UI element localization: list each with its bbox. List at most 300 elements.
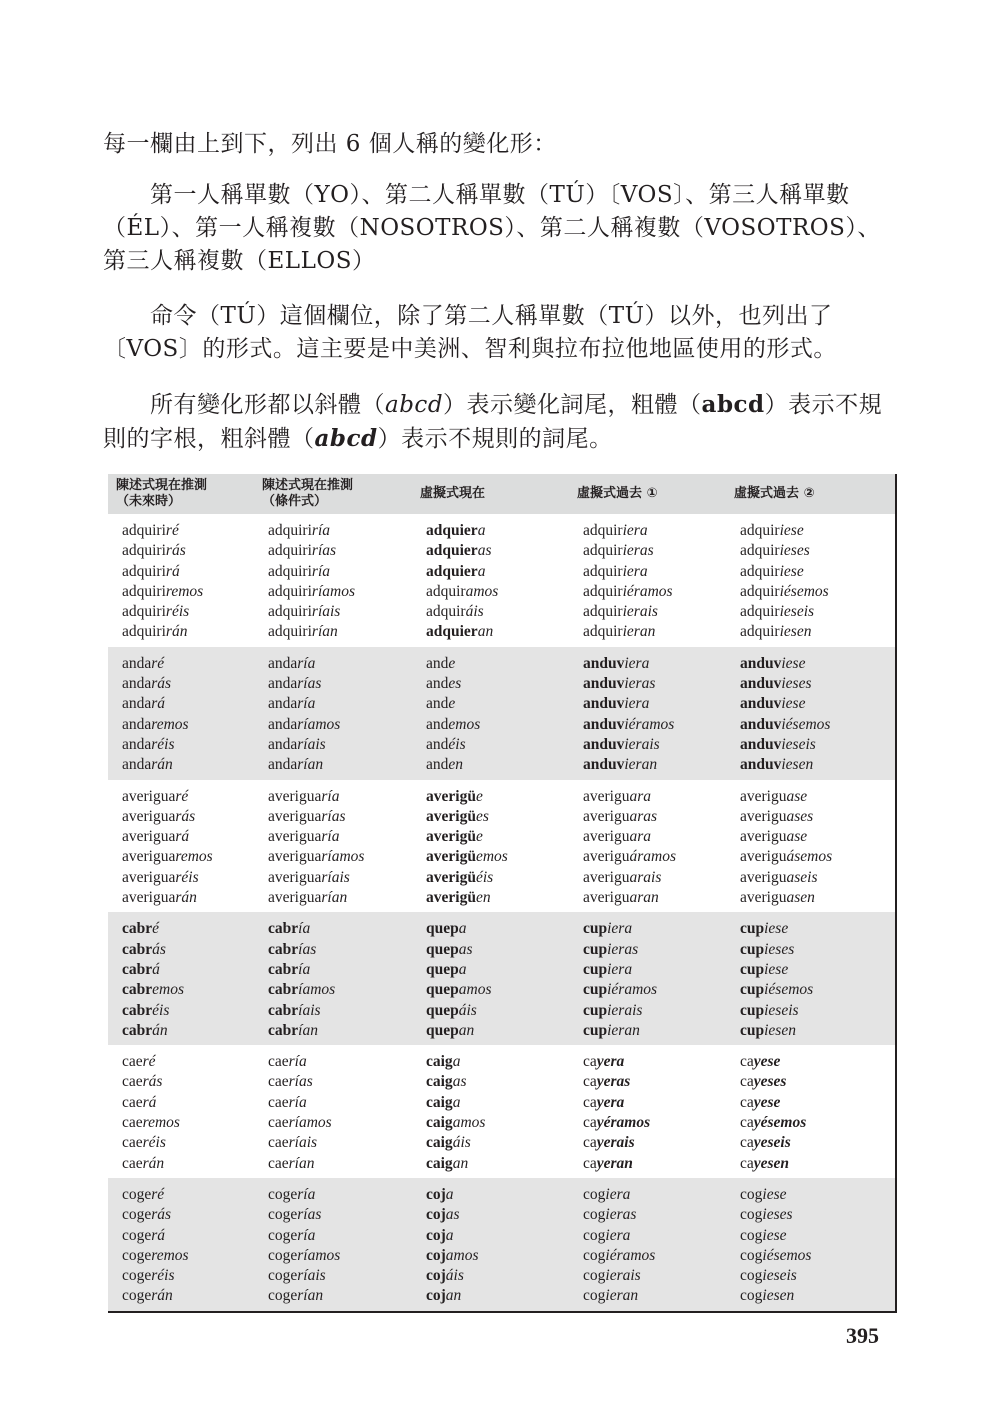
stem-plain: adquiri [268, 623, 312, 641]
verb-form [583, 940, 726, 960]
verb-form [268, 827, 412, 847]
table-row [108, 514, 896, 647]
stem-plain: anda [122, 675, 152, 693]
stem-irregular: cup [583, 1001, 608, 1019]
ending: ieseis [764, 1001, 799, 1019]
verb-form [583, 1185, 726, 1205]
verb-form [740, 1093, 895, 1113]
ending: áramos [629, 848, 676, 866]
conjugation-cell [726, 912, 896, 1045]
conjugation-table [108, 474, 897, 1313]
conjugation-cell [412, 1178, 569, 1312]
stem-irregular: anduv [740, 715, 782, 733]
ending: ierais [622, 603, 658, 621]
conjugation-cell [412, 647, 569, 780]
ending: iesen [779, 623, 812, 641]
stem-plain: adquir [583, 562, 623, 580]
ending: rían [288, 1154, 315, 1172]
stem-plain: ca [740, 1154, 754, 1172]
verb-form [426, 602, 569, 622]
stem-plain: coge [122, 1226, 152, 1244]
verb-form [426, 1185, 569, 1205]
ending: a [452, 1093, 461, 1111]
verb-form [426, 868, 569, 888]
ending: aran [629, 889, 659, 907]
ending: ríais [321, 868, 350, 886]
conjugation-cell [726, 647, 896, 780]
ending: ríamos [297, 1246, 341, 1264]
stem-plain: ca [740, 1093, 754, 1111]
stem-plain: cae [122, 1114, 143, 1132]
verb-form [740, 847, 895, 867]
stem-irregular: cup [740, 940, 765, 958]
ending: rá [165, 562, 180, 580]
ending-irregular: yeseis [753, 1134, 791, 1152]
stem-irregular: cup [583, 960, 608, 978]
stem-plain: cae [268, 1154, 289, 1172]
stem-plain: anda [268, 715, 298, 733]
verb-form [426, 694, 569, 714]
ending: réis [151, 1267, 175, 1285]
stem-irregular: averigü [426, 828, 476, 846]
conjugation-cell [254, 780, 412, 913]
verb-form [426, 715, 569, 735]
stem-plain: averigua [122, 868, 176, 886]
conjugation-cell [412, 912, 569, 1045]
stem-plain: adquir [740, 522, 780, 539]
verb-form [268, 1286, 412, 1306]
verb-form [740, 755, 895, 775]
stem-plain: averigua [268, 848, 322, 866]
stem-plain: ca [583, 1093, 597, 1111]
stem-plain: adquir [740, 562, 780, 580]
stem-plain: adquiri [268, 522, 312, 539]
verb-form [426, 1205, 569, 1225]
ending: ríamos [321, 848, 365, 866]
ending: ieses [762, 1206, 793, 1224]
verb-form [426, 919, 569, 939]
verb-form [426, 1093, 569, 1113]
header-future [108, 474, 254, 514]
verb-form [583, 1113, 726, 1133]
ending: ríais [311, 603, 341, 621]
verb-form [740, 1001, 895, 1021]
verb-form [583, 868, 726, 888]
stem-irregular: cabr [268, 1021, 299, 1039]
stem-plain: anda [122, 756, 152, 774]
stem-irregular: cabr [122, 981, 153, 999]
verb-form [122, 1185, 254, 1205]
ending: as [458, 940, 473, 958]
stem-plain: anda [122, 654, 152, 672]
verb-form [122, 1113, 254, 1133]
verb-form [122, 694, 254, 714]
ending: rá [151, 1226, 166, 1244]
ending: ieran [607, 1021, 640, 1039]
header-line: 陳述式現在推測 [116, 478, 208, 493]
header-subjunctive-past-2 [726, 474, 896, 514]
ending: as [445, 1206, 460, 1224]
ending: ieseis [762, 1267, 797, 1285]
stem-plain: cae [268, 1073, 289, 1091]
verb-form [122, 940, 254, 960]
stem-plain: cae [122, 1053, 143, 1071]
stem-irregular: anduv [740, 695, 782, 713]
ending-irregular: yera [596, 1053, 625, 1071]
verb-form [268, 960, 412, 980]
stem-irregular: anduv [583, 715, 625, 733]
stem-plain: averigua [268, 828, 322, 846]
stem-irregular: coj [426, 1226, 446, 1244]
table-row [108, 647, 896, 780]
verb-form [122, 562, 254, 582]
verb-form [122, 1052, 254, 1072]
ending: ieses [764, 940, 795, 958]
stem-plain: adquiri [122, 582, 166, 600]
verb-form [268, 521, 412, 541]
ending: es [475, 807, 489, 825]
verb-form [426, 1154, 569, 1174]
verb-form [122, 1001, 254, 1021]
stem-plain: cog [740, 1206, 763, 1224]
ending: a [458, 960, 467, 978]
stem-plain: anda [268, 756, 298, 774]
ending: asen [786, 889, 815, 907]
stem-irregular: cabr [268, 981, 299, 999]
verb-form [583, 1154, 726, 1174]
ending: ara [629, 828, 652, 846]
stem-plain: ca [740, 1073, 754, 1091]
verb-form [426, 960, 569, 980]
stem-irregular: cabr [268, 940, 299, 958]
verb-form [122, 1286, 254, 1306]
verb-form [583, 807, 726, 827]
verb-form [740, 1021, 895, 1041]
stem-plain: adquir [583, 542, 623, 560]
table-row [108, 1178, 896, 1312]
ending-irregular: yera [596, 1093, 625, 1111]
ending: réis [142, 1134, 166, 1152]
ending: á [152, 960, 160, 978]
verb-form [740, 622, 895, 642]
verb-form [268, 1246, 412, 1266]
stem-plain: adquir [583, 522, 623, 539]
verb-form [583, 1226, 726, 1246]
ending: rían [297, 1287, 324, 1305]
ending: ía [298, 920, 311, 938]
ending: rías [321, 807, 346, 825]
ending: ría [297, 1226, 316, 1244]
page-number: 395 [846, 1323, 879, 1348]
imperative-note: 命令（TÚ）這個欄位，除了第二人稱單數（TÚ）以外，也列出了〔VOS〕的形式。這主要是中美洲、智利與拉布拉他地區使用的形式。 [103, 303, 837, 362]
intro-line: 每一欄由上到下，列出 6 個人稱的變化形： [103, 131, 557, 157]
ending: iesen [781, 756, 814, 774]
verb-form [426, 1246, 569, 1266]
ending: rías [297, 1206, 322, 1224]
ending: iera [605, 1185, 631, 1203]
verb-form [583, 694, 726, 714]
stem-plain: cae [268, 1114, 289, 1132]
verb-form [268, 541, 412, 561]
verb-form [583, 1093, 726, 1113]
stem-plain: ca [583, 1073, 597, 1091]
ending: áis [445, 1267, 464, 1285]
ending: rían [311, 623, 338, 641]
verb-form [268, 715, 412, 735]
verb-form [268, 787, 412, 807]
ending: ieses [781, 675, 812, 693]
verb-form [122, 807, 254, 827]
ending: rías [297, 675, 322, 693]
stem-irregular: quep [426, 1001, 459, 1019]
ending: iesen [762, 1287, 795, 1305]
stem-plain: adquiri [268, 542, 312, 560]
header-subjunctive-past-1 [569, 474, 726, 514]
ending-irregular: yésemos [753, 1114, 807, 1132]
verb-form [583, 1021, 726, 1041]
stem-plain: coge [122, 1185, 152, 1203]
stem-irregular: quep [426, 940, 459, 958]
verb-form [740, 888, 895, 908]
stem-plain: ca [740, 1134, 754, 1152]
stem-irregular: cup [740, 1021, 765, 1039]
verb-form [122, 1021, 254, 1041]
conjugation-cell [412, 1045, 569, 1178]
conjugation-cell [569, 1045, 726, 1178]
verb-form [122, 888, 254, 908]
stem-plain: coge [122, 1287, 152, 1305]
verb-form [583, 1286, 726, 1306]
stem-plain: cog [583, 1287, 606, 1305]
ending: éis [152, 1001, 170, 1019]
stem-plain: averigu [740, 889, 787, 907]
stem-irregular: anduv [740, 735, 782, 753]
verb-form [426, 735, 569, 755]
ending: ría [297, 1185, 316, 1203]
stem-irregular: coj [426, 1267, 446, 1285]
verb-form [583, 622, 726, 642]
verb-form [268, 602, 412, 622]
ending: iera [624, 695, 650, 713]
ending: aseis [786, 868, 818, 886]
conjugation-cell [254, 912, 412, 1045]
verb-form [426, 1266, 569, 1286]
verb-form [122, 1133, 254, 1153]
ending: éis [475, 868, 494, 886]
ending: rá [142, 1093, 157, 1111]
verb-form [426, 562, 569, 582]
conjugation-cell [108, 647, 254, 780]
verb-form [268, 1133, 412, 1153]
ending: ría [311, 522, 330, 539]
stem-plain: adquir [583, 582, 623, 600]
ending: rán [151, 756, 173, 774]
stem-irregular: averigü [426, 787, 476, 805]
ending: é [152, 920, 160, 938]
stem-plain: averigua [268, 889, 322, 907]
verb-form [268, 735, 412, 755]
stem-plain: adquir [740, 542, 780, 560]
stem-plain: and [426, 654, 449, 672]
verb-form [122, 541, 254, 561]
stem-irregular: cabr [268, 1001, 299, 1019]
ending: éis [448, 735, 466, 753]
stem-plain: averigu [740, 787, 787, 805]
stem-irregular: anduv [740, 654, 782, 672]
ending: iese [781, 695, 806, 713]
ending: as [477, 542, 492, 560]
verb-form [268, 1093, 412, 1113]
verb-form [268, 1072, 412, 1092]
ending: ieras [607, 940, 639, 958]
verb-form [740, 582, 895, 602]
style-note-text: ）表示變化詞尾，粗體（ [443, 392, 702, 418]
verb-form [426, 1133, 569, 1153]
stem-plain: cog [740, 1226, 763, 1244]
verb-form [122, 1266, 254, 1286]
verb-form [268, 940, 412, 960]
ending: ara [629, 787, 652, 805]
ending: e [475, 787, 483, 805]
stem-plain: anda [268, 695, 298, 713]
ending: ré [142, 1053, 156, 1071]
verb-form [740, 1185, 895, 1205]
stem-plain: adquir [740, 623, 780, 641]
verb-form [426, 582, 569, 602]
conjugation-cell [569, 780, 726, 913]
table-row [108, 912, 896, 1045]
stem-plain: averigu [583, 787, 630, 805]
stem-irregular: caig [426, 1053, 453, 1071]
ending-irregular: yese [753, 1093, 781, 1111]
verb-form [740, 1052, 895, 1072]
verb-form [426, 674, 569, 694]
ending: íamos [298, 981, 336, 999]
ending: emos [152, 981, 184, 999]
verb-form [268, 694, 412, 714]
ending: iera [607, 920, 633, 938]
stem-plain: cog [740, 1287, 763, 1305]
ending: ré [151, 1185, 165, 1203]
ending: iera [624, 654, 650, 672]
stem-irregular: caig [426, 1093, 453, 1111]
stem-plain: cae [268, 1134, 289, 1152]
conjugation-cell [108, 912, 254, 1045]
verb-form [122, 787, 254, 807]
verb-form [122, 1205, 254, 1225]
stem-plain: averigu [740, 807, 787, 825]
verb-form [122, 980, 254, 1000]
ending: rían [321, 889, 348, 907]
stem-plain: cog [583, 1267, 606, 1285]
conjugation-cell [412, 780, 569, 913]
ending: iese [779, 522, 804, 539]
ending: emos [448, 715, 481, 733]
stem-plain: averigua [268, 807, 322, 825]
verb-form [426, 1286, 569, 1306]
verb-form [740, 1133, 895, 1153]
stem-plain: adquir [740, 603, 780, 621]
verb-form [583, 755, 726, 775]
ending: ré [175, 787, 189, 805]
verb-form [740, 654, 895, 674]
intro-text [103, 128, 903, 478]
verb-form [583, 582, 726, 602]
verb-form [122, 919, 254, 939]
ending: iera [622, 562, 648, 580]
stem-irregular: cup [583, 920, 608, 938]
stem-irregular: caig [426, 1114, 453, 1132]
stem-plain: adquiri [268, 603, 312, 621]
verb-form [122, 602, 254, 622]
verb-form [740, 827, 895, 847]
ending: a [477, 522, 486, 539]
ending: aras [629, 807, 658, 825]
stem-irregular: anduv [583, 695, 625, 713]
verb-form [740, 562, 895, 582]
ending: rás [151, 1206, 172, 1224]
verb-form [426, 888, 569, 908]
ending: remos [165, 582, 204, 600]
ending: a [445, 1185, 454, 1203]
ending: ásemos [786, 848, 833, 866]
stem-irregular: cabr [122, 960, 153, 978]
verb-form [426, 654, 569, 674]
stem-irregular: cup [583, 1021, 608, 1039]
conjugation-cell [108, 514, 254, 647]
header-subjunctive-present [412, 474, 569, 514]
table-body [108, 514, 896, 1312]
verb-form [122, 1072, 254, 1092]
stem-irregular: cabr [268, 920, 299, 938]
stem-irregular: adquier [426, 623, 478, 641]
ending: ieseis [779, 603, 815, 621]
ending: ieran [624, 756, 658, 774]
conjugation-cell [726, 1178, 896, 1312]
verb-form [740, 1072, 895, 1092]
ending: amos [465, 582, 499, 600]
stem-irregular: quep [426, 920, 459, 938]
table-header-row [108, 474, 896, 514]
stem-plain: adquir [426, 582, 466, 600]
stem-plain: adquir [583, 603, 623, 621]
header-line: （條件式） [262, 494, 328, 509]
ending: ría [311, 562, 330, 580]
ending: ríais [297, 735, 326, 753]
stem-irregular: adquier [426, 522, 478, 539]
verb-form [268, 868, 412, 888]
verb-form [268, 654, 412, 674]
stem-plain: averigu [740, 848, 787, 866]
stem-plain: coge [122, 1246, 152, 1264]
stem-plain: and [426, 695, 449, 713]
verb-form [426, 847, 569, 867]
stem-irregular: cabr [268, 960, 299, 978]
stem-irregular: anduv [740, 675, 782, 693]
stem-plain: and [426, 756, 449, 774]
verb-form [268, 674, 412, 694]
verb-form [583, 827, 726, 847]
verb-form [740, 868, 895, 888]
stem-plain: ca [583, 1114, 597, 1132]
ending: ieras [622, 542, 654, 560]
ending: ré [165, 522, 179, 539]
ending: rán [142, 1154, 165, 1172]
ending: ían [298, 1021, 318, 1039]
ending: ía [298, 960, 311, 978]
verb-form [740, 694, 895, 714]
verb-form [583, 1205, 726, 1225]
